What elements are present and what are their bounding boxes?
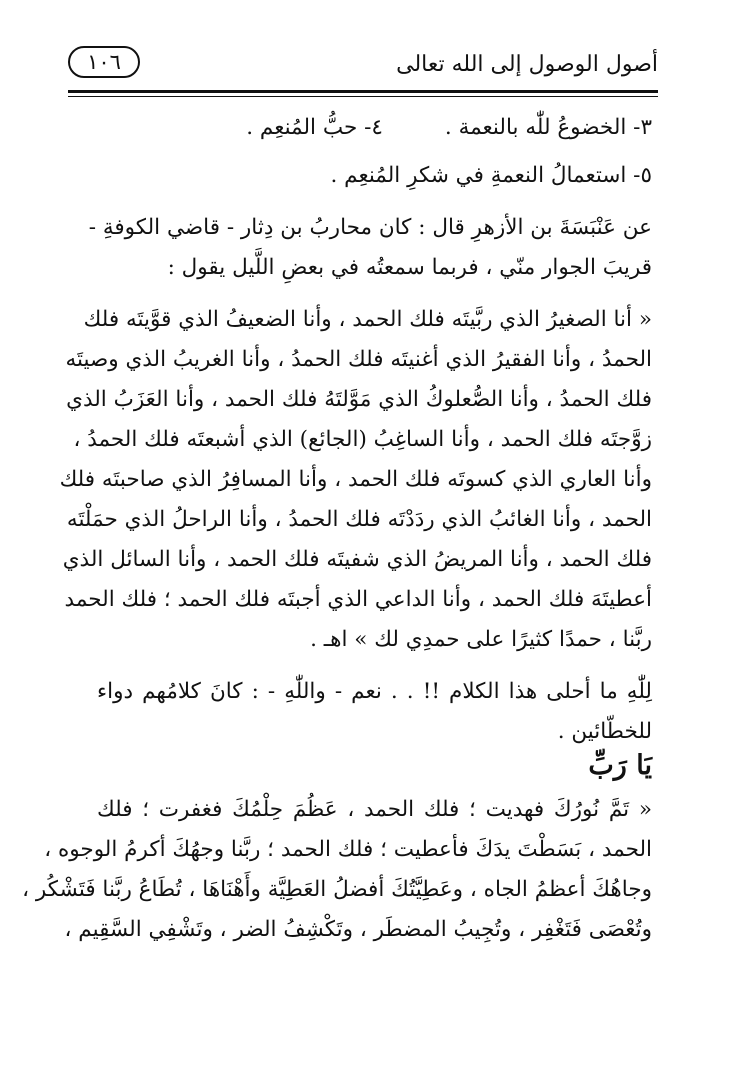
quote-line: فلك الحمد ، وأنا المريضُ الذي شفيتَه فلك الحمد ، وأنا السائل الذي [62,547,652,572]
running-title: أصول الوصول إلى الله تعالى [396,52,658,77]
list-item-3: ٣- الخضوعُ للّٰه بالنعمة . [444,115,652,140]
quote-line: الحمد ، وأنا الغائبُ الذي ردَدْتَه فلك الحمدُ ، وأنا الراحلُ الذي حمَلْتَه [66,507,652,532]
body-text [22,108,652,950]
prayer-line: وجاهُكَ أعظمُ الجاه ، وعَطِيَّتُكَ أفضلُ العَطِيَّة وأَهْنَاهَا ، تُطَاعُ ربَّنا فَتَشْكُر ، [22,877,652,902]
prayer-line: وتُعْصَى فَتَغْفِر ، وتُجِيبُ المضطَر ، وتَكْشِفُ الضر ، وتَشْفِي السَّقِيم ، [64,917,652,942]
quote-line: الحمدُ ، وأنا الفقيرُ الذي أغنيتَه فلك الحمدُ ، وأنا الغريبُ الذي وصيتَه [65,347,652,372]
prayer-line: الحمد ، بَسَطْتَ يدَكَ فأعطيت ؛ فلك الحمد ؛ ربَّنا وجهُكَ أكرمُ الوجوه ، [44,837,652,862]
comment-line: لِلّٰهِ ما أحلى هذا الكلام !! . . نعم - واللّٰهِ - : كانَ كلامُهم دواء [97,679,652,704]
quote-line: أعطيتَهَ فلك الحمد ، وأنا الداعي الذي أجبتَه فلك الحمد ؛ فلك الحمد [64,587,652,612]
section-heading: يَا رَبِّ [588,750,652,781]
quote-line: ربَّنا ، حمدًا كثيرًا على حمدِي لك » اهـ . [310,627,652,652]
quote-line: وأنا العاري الذي كسوتَه فلك الحمد ، وأنا المسافِرُ الذي صاحبتَه فلك [59,467,652,492]
header-rule-thick [68,90,658,93]
prayer-line: « تَمَّ نُورُكَ فهديت ؛ فلك الحمد ، عَظُمَ حِلْمُكَ فغفرت ؛ فلك [97,797,652,822]
comment-line: للخطّائين . [557,719,652,744]
list-item-4: ٤- حبُّ المُنعِم . [246,115,383,140]
header-rule-thin [68,96,658,97]
quote-line: فلك الحمدُ ، وأنا الصُّعلوكُ الذي مَوَّلتَهُ فلك الحمد ، وأنا العَزَبُ الذي [66,387,652,412]
quote-line: زوَّجتَه فلك الحمد ، وأنا الساغِبُ (الجائع) الذي أشبعتَه فلك الحمدُ ، [73,427,652,452]
intro-line: عن عَنْبَسَةَ بن الأزهرِ قال : كان محاربُ بن دِثار - قاضي الكوفةِ - [88,215,652,240]
list-row [97,108,652,148]
page-number-badge: ١٠٦ [68,46,140,78]
intro-line: قريبَ الجوار منّي ، فربما سمعتُه في بعضِ اللَّيل يقول : [167,255,652,280]
page-header [68,44,658,88]
quote-line: « أنا الصغيرُ الذي ربَّيتَه فلك الحمد ، وأنا الضعيفُ الذي قوَّيتَه فلك [83,307,652,332]
list-item-5: ٥- استعمالُ النعمةِ في شكرِ المُنعِم . [330,163,652,188]
